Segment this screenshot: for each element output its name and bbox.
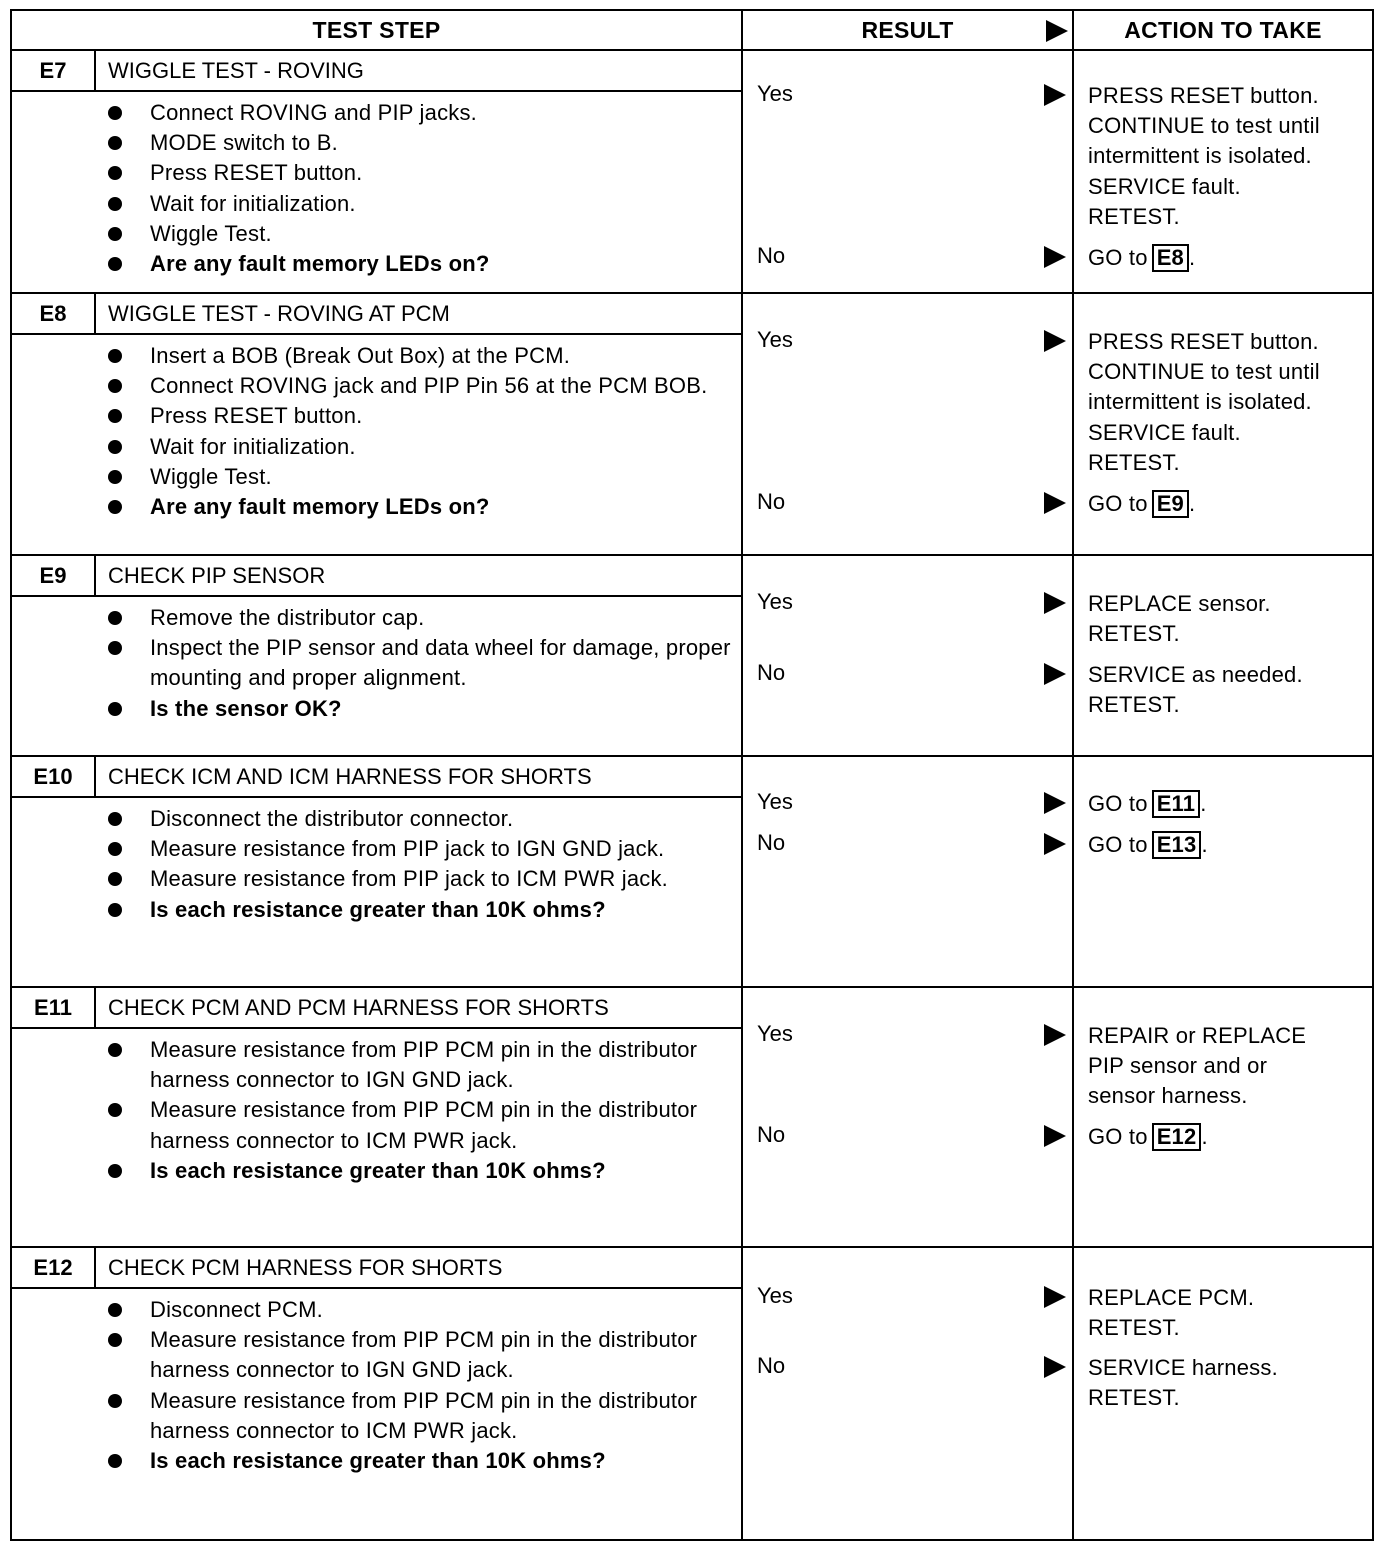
action-line: RETEST.	[1088, 203, 1180, 229]
action-line: RETEST.	[1088, 621, 1180, 647]
step-text: Wiggle Test.	[150, 220, 272, 246]
step-text: Wiggle Test.	[150, 463, 272, 489]
arrow-right-icon	[1044, 492, 1066, 514]
result-label: Yes	[757, 789, 793, 814]
step-text: Press RESET button.	[150, 403, 363, 429]
goto-suffix: .	[1189, 245, 1196, 270]
action-line: RETEST.	[1088, 449, 1180, 475]
step-item	[12, 98, 741, 128]
step-list	[12, 1289, 741, 1480]
bullet-icon	[108, 227, 122, 241]
step-text: Insert a BOB (Break Out Box) at the PCM.	[150, 343, 571, 368]
test-step-cell	[12, 294, 743, 554]
action-item	[1088, 789, 1368, 819]
bullet-icon	[108, 500, 122, 514]
bullet-icon	[108, 409, 122, 423]
step-title: WIGGLE TEST - ROVING	[108, 57, 364, 83]
step-item	[12, 341, 741, 371]
result-label: Yes	[757, 81, 793, 106]
question-text: Are any fault memory LEDs on?	[150, 251, 490, 277]
step-title-bar	[12, 757, 741, 798]
result-label: No	[757, 660, 786, 685]
step-title: CHECK PCM AND PCM HARNESS FOR SHORTS	[108, 994, 609, 1020]
step-text: Measure resistance from PIP PCM pin in the distributor harness connector to IGN GND jack.	[150, 1327, 698, 1383]
step-item	[12, 371, 741, 401]
result-cell	[743, 988, 1074, 1246]
goto-ref-box[interactable]: E11	[1152, 790, 1201, 818]
goto-ref-box[interactable]: E8	[1152, 244, 1189, 272]
result-label: Yes	[757, 1283, 793, 1308]
bullet-icon	[108, 197, 122, 211]
result-label: No	[757, 1122, 786, 1147]
question-text: Is the sensor OK?	[150, 695, 342, 721]
step-title: CHECK ICM AND ICM HARNESS FOR SHORTS	[108, 763, 592, 789]
result-label: No	[757, 243, 786, 268]
bullet-icon	[108, 702, 122, 716]
action-item	[1088, 1122, 1368, 1152]
arrow-right-icon	[1044, 330, 1066, 352]
step-item	[12, 462, 741, 492]
arrow-right-icon	[1046, 20, 1068, 42]
result-no	[757, 1122, 1068, 1152]
action-item	[1088, 81, 1368, 232]
goto-ref-box[interactable]: E13	[1152, 831, 1202, 859]
goto-text: GO to	[1088, 1124, 1148, 1149]
action-line: REPLACE sensor.	[1088, 591, 1271, 616]
arrow-right-icon	[1044, 84, 1066, 106]
arrow-right-icon	[1044, 833, 1066, 855]
test-row-e10	[12, 757, 1372, 988]
step-item	[12, 158, 741, 188]
step-text: Wait for initialization.	[150, 190, 356, 216]
goto-ref-box[interactable]: E9	[1152, 490, 1189, 518]
action-line: intermittent is isolated.	[1088, 143, 1312, 169]
bullet-icon	[108, 1333, 122, 1347]
result-cell	[743, 51, 1074, 292]
action-item	[1088, 1283, 1368, 1343]
step-question	[12, 249, 741, 279]
test-step-cell	[12, 556, 743, 755]
goto-text: GO to	[1088, 791, 1148, 816]
step-code: E9	[12, 556, 96, 595]
step-list	[12, 798, 741, 929]
result-label: Yes	[757, 589, 793, 614]
step-text: Measure resistance from PIP PCM pin in the distributor harness connector to IGN GND jack.	[150, 1037, 698, 1093]
step-code: E10	[12, 757, 96, 796]
step-text: Connect ROVING and PIP jacks.	[150, 100, 477, 125]
action-line: REPLACE PCM.	[1088, 1285, 1255, 1310]
result-label: Yes	[757, 327, 793, 352]
action-line: SERVICE fault.	[1088, 173, 1241, 199]
result-label: No	[757, 1353, 786, 1378]
bullet-icon	[108, 470, 122, 484]
action-cell	[1074, 51, 1372, 292]
result-no	[757, 830, 1068, 860]
action-item	[1088, 1021, 1368, 1112]
result-cell	[743, 1248, 1074, 1539]
test-row-e8	[12, 294, 1372, 556]
step-text: Measure resistance from PIP PCM pin in the distributor harness connector to ICM PWR jack.	[150, 1387, 698, 1443]
step-title-bar	[12, 294, 741, 335]
test-row-e12	[12, 1248, 1372, 1539]
step-item	[12, 633, 741, 693]
action-item	[1088, 830, 1368, 860]
step-list	[12, 92, 741, 283]
result-no	[757, 243, 1068, 273]
result-yes	[757, 1021, 1068, 1051]
result-no	[757, 660, 1068, 690]
result-no	[757, 1353, 1068, 1383]
arrow-right-icon	[1044, 592, 1066, 614]
action-line: RETEST.	[1088, 1385, 1180, 1411]
action-item	[1088, 589, 1368, 649]
action-cell	[1074, 757, 1372, 986]
test-step-cell	[12, 1248, 743, 1539]
step-item	[12, 128, 741, 158]
action-line: CONTINUE to test until	[1088, 359, 1320, 385]
table-header	[12, 11, 1372, 51]
action-line: RETEST.	[1088, 1315, 1180, 1341]
goto-text: GO to	[1088, 491, 1148, 516]
goto-suffix: .	[1200, 791, 1207, 816]
step-text: Measure resistance from PIP PCM pin in the distributor harness connector to ICM PWR jack.	[150, 1097, 698, 1153]
arrow-right-icon	[1044, 246, 1066, 268]
step-text: Wait for initialization.	[150, 433, 356, 459]
result-label: No	[757, 489, 786, 514]
action-item	[1088, 660, 1368, 720]
step-title: CHECK PIP SENSOR	[108, 562, 326, 588]
action-item	[1088, 489, 1368, 519]
action-line: SERVICE fault.	[1088, 419, 1241, 445]
result-label: No	[757, 830, 786, 855]
action-line: PRESS RESET button.	[1088, 83, 1319, 108]
goto-suffix: .	[1201, 1124, 1208, 1149]
goto-suffix: .	[1201, 832, 1208, 857]
step-item	[12, 432, 741, 462]
test-row-e11	[12, 988, 1372, 1248]
table-body	[12, 51, 1372, 1539]
arrow-right-icon	[1044, 792, 1066, 814]
step-item	[12, 1295, 741, 1325]
test-step-cell	[12, 51, 743, 292]
bullet-icon	[108, 136, 122, 150]
arrow-right-icon	[1044, 1125, 1066, 1147]
bullet-icon	[108, 440, 122, 454]
step-question	[12, 1156, 741, 1186]
result-yes	[757, 81, 1068, 111]
action-line: SERVICE as needed.	[1088, 662, 1303, 687]
bullet-icon	[108, 1043, 122, 1057]
goto-text: GO to	[1088, 245, 1148, 270]
step-text: Measure resistance from PIP jack to ICM PWR jack.	[150, 866, 668, 892]
header-test-step: TEST STEP	[12, 11, 743, 49]
header-result	[743, 11, 1074, 49]
result-cell	[743, 556, 1074, 755]
bullet-icon	[108, 1164, 122, 1178]
bullet-icon	[108, 1394, 122, 1408]
action-cell	[1074, 988, 1372, 1246]
header-action-to-take: ACTION TO TAKE	[1124, 16, 1322, 43]
step-question	[12, 895, 741, 925]
result-yes	[757, 1283, 1068, 1313]
step-title-bar	[12, 556, 741, 597]
diagnostic-table	[10, 9, 1374, 1541]
bullet-icon	[108, 872, 122, 886]
step-item	[12, 603, 741, 633]
arrow-right-icon	[1044, 1286, 1066, 1308]
arrow-right-icon	[1044, 1356, 1066, 1378]
step-question	[12, 1446, 741, 1476]
bullet-icon	[108, 1454, 122, 1468]
bullet-icon	[108, 1303, 122, 1317]
question-text: Are any fault memory LEDs on?	[150, 494, 490, 520]
action-line: intermittent is isolated.	[1088, 389, 1312, 415]
bullet-icon	[108, 106, 122, 120]
result-no	[757, 489, 1068, 519]
step-item	[12, 1035, 741, 1095]
step-item	[12, 401, 741, 431]
step-code: E12	[12, 1248, 96, 1287]
action-line: PRESS RESET button.	[1088, 329, 1319, 354]
action-line: CONTINUE to test until	[1088, 113, 1320, 139]
goto-text: GO to	[1088, 832, 1148, 857]
test-step-cell	[12, 988, 743, 1246]
step-code: E8	[12, 294, 96, 333]
step-title-bar	[12, 988, 741, 1029]
bullet-icon	[108, 641, 122, 655]
header-result-label: RESULT	[861, 16, 954, 43]
action-item	[1088, 327, 1368, 478]
bullet-icon	[108, 257, 122, 271]
step-text: Disconnect the distributor connector.	[150, 806, 514, 831]
step-text: Connect ROVING jack and PIP Pin 56 at the PCM BOB.	[150, 373, 708, 399]
step-item	[12, 1095, 741, 1155]
step-list	[12, 1029, 741, 1190]
step-list	[12, 597, 741, 728]
step-code: E7	[12, 51, 96, 90]
test-row-e7	[12, 51, 1372, 294]
step-text: Remove the distributor cap.	[150, 605, 425, 630]
step-code: E11	[12, 988, 96, 1027]
action-line: SERVICE harness.	[1088, 1355, 1278, 1380]
bullet-icon	[108, 379, 122, 393]
test-step-cell	[12, 757, 743, 986]
step-item	[12, 219, 741, 249]
step-text: Measure resistance from PIP jack to IGN GND jack.	[150, 836, 665, 862]
step-title-bar	[12, 1248, 741, 1289]
step-item	[12, 864, 741, 894]
action-line: sensor harness.	[1088, 1083, 1248, 1109]
action-item	[1088, 1353, 1368, 1413]
action-item	[1088, 243, 1368, 273]
step-text: Press RESET button.	[150, 160, 363, 186]
arrow-right-icon	[1044, 1024, 1066, 1046]
action-line: PIP sensor and or	[1088, 1053, 1268, 1079]
step-title: CHECK PCM HARNESS FOR SHORTS	[108, 1254, 503, 1280]
step-item	[12, 1386, 741, 1446]
step-item	[12, 804, 741, 834]
result-label: Yes	[757, 1021, 793, 1046]
step-question	[12, 492, 741, 522]
result-cell	[743, 294, 1074, 554]
action-cell	[1074, 294, 1372, 554]
step-text: MODE switch to B.	[150, 130, 338, 156]
step-item	[12, 1325, 741, 1385]
bullet-icon	[108, 1103, 122, 1117]
bullet-icon	[108, 349, 122, 363]
question-text: Is each resistance greater than 10K ohms?	[150, 1157, 606, 1183]
step-item	[12, 834, 741, 864]
bullet-icon	[108, 611, 122, 625]
result-yes	[757, 789, 1068, 819]
step-text: Disconnect PCM.	[150, 1297, 323, 1322]
goto-ref-box[interactable]: E12	[1152, 1123, 1202, 1151]
result-yes	[757, 589, 1068, 619]
step-title-bar	[12, 51, 741, 92]
step-list	[12, 335, 741, 526]
action-line: RETEST.	[1088, 692, 1180, 718]
question-text: Is each resistance greater than 10K ohms?	[150, 896, 606, 922]
result-cell	[743, 757, 1074, 986]
question-text: Is each resistance greater than 10K ohms?	[150, 1448, 606, 1474]
step-text: Inspect the PIP sensor and data wheel for damage, proper mounting and proper alignment.	[150, 635, 731, 691]
step-title: WIGGLE TEST - ROVING AT PCM	[108, 300, 450, 326]
action-cell	[1074, 556, 1372, 755]
bullet-icon	[108, 166, 122, 180]
action-cell	[1074, 1248, 1372, 1539]
bullet-icon	[108, 903, 122, 917]
step-item	[12, 189, 741, 219]
step-question	[12, 694, 741, 724]
test-row-e9	[12, 556, 1372, 757]
result-yes	[757, 327, 1068, 357]
arrow-right-icon	[1044, 663, 1066, 685]
bullet-icon	[108, 842, 122, 856]
bullet-icon	[108, 812, 122, 826]
goto-suffix: .	[1189, 491, 1196, 516]
action-line: REPAIR or REPLACE	[1088, 1023, 1307, 1048]
